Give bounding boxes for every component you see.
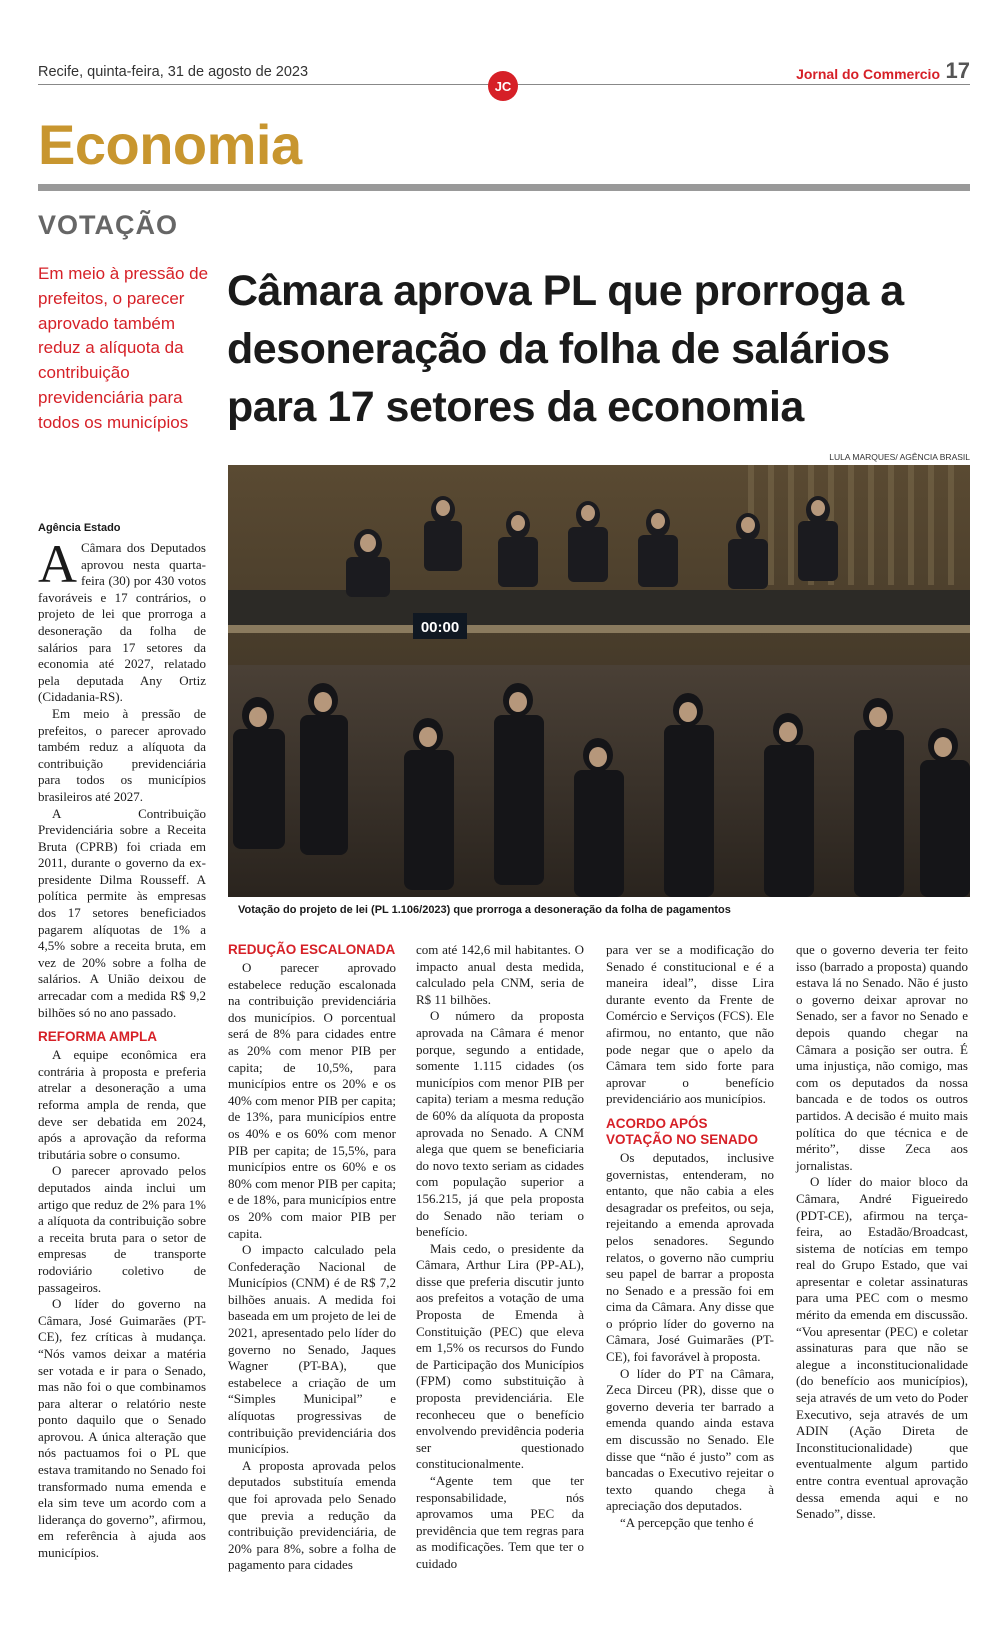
section-title: Economia xyxy=(38,113,302,176)
column-2 xyxy=(228,942,396,1574)
subhead: REFORMA AMPLA xyxy=(38,1029,157,1045)
page-number: 17 xyxy=(945,58,970,83)
plenary-photo-illustration xyxy=(228,465,970,897)
column-4 xyxy=(606,942,774,1532)
paragraph: A proposta aprovada pelos deputados substituía emenda que foi aprovada pelo Senado que previa a redução da contribuição previdenciária, de 20% para 8%, sobre a folha de pagamento para cidades xyxy=(228,1457,396,1573)
paragraph: O líder do maior bloco da Câmara, André Figueiredo (PDT-CE), afirmou na terça-feira, ao Estadão/Broadcast, sistema de notícias em tempo real do Grupo Estado, que vai apresentar e coletar assinaturas para uma PEC com o mesmo mérito da emenda em discussão. “Vou apresentar (PEC) e coletar assinaturas para que não se alegue a inconstitucionalidade (do benefício aos municípios), seja através de um veto do Poder Executivo, seja através de um ADIN (Ação Direta de Inconstitucionalidade) que eventualmente algum partido entre contra eventual aprovação dessa emenda aqui e no Senado”, disse. xyxy=(796,1174,968,1522)
kicker: VOTAÇÃO xyxy=(38,210,178,240)
paragraph: O parecer aprovado estabelece redução escalonada na contribuição previdenciária dos municípios. O porcentual será de 8% para cidades entre as 20% com menor PIB per capita; de 10,5%, para municípios entre os 20% e os 40% com menor PIB per capita; de 13%, para municípios entre os 40% e os 60% com menor PIB per capita; de 15,5%, para municípios entre os 60% e os 80% com menor PIB per capita; e de 18%, para municípios entre os 20% com maior PIB per capita. xyxy=(228,960,396,1241)
paragraph: “Agente tem que ter responsabilidade, nós aprovamos uma PEC da previdência que tem regras para as modificações. Tem que ter o cuidado xyxy=(416,1473,584,1571)
photo-clock: 00:00 xyxy=(420,619,460,636)
headline: Câmara aprova PL que prorroga a desoneração da folha de salários para 17 setores da economia xyxy=(227,267,904,431)
article-photo xyxy=(228,465,970,897)
paragraph: para ver se a modificação do Senado é constitucional e é a maneira ideal”, disse Lira durante evento da Frente de Comércio e Serviços (FCS). Ele afirmou, no entanto, que não pode negar que o apelo da Câmara tem sido forte para aprovar o benefício previdenciário aos municípios. xyxy=(606,942,774,1107)
paragraph: com até 142,6 mil habitantes. O impacto anual desta medida, calculado pela CNM, seria de R$ 11 bilhões. xyxy=(416,942,584,1007)
column-1 xyxy=(38,534,206,1562)
paragraph: Os deputados, inclusive governistas, entenderam, no entanto, que não cabia a eles desagradar os prefeitos, ou seja, rejeitando a emenda aprovada pelos senadores. Segundo relatos, o governo não cumpriu seu papel de barrar a proposta no Senado e a pressão foi em cima da Câmara. Any disse que o próprio líder do governo na Câmara, José Guimarães (PT-CE), foi favorável à proposta. xyxy=(606,1149,774,1365)
paragraph: “A percepção que tenho é xyxy=(620,1515,754,1530)
paragraph: Em meio à pressão de prefeitos, o parecer aprovado também reduz a alíquota da contribuição previdenciária para todos os municípios brasileiros até 2027. xyxy=(38,705,206,804)
subhead: REDUÇÃO ESCALONADA xyxy=(228,942,396,957)
paragraph: Mais cedo, o presidente da Câmara, Arthur Lira (PP-AL), disse que preferia discutir junto aos prefeitos a votação de uma Proposta de Emenda à Constituição (PEC) que eleva em 1,5% os recursos do Fundo de Participação dos Municípios (FPM) como substituição à proposta previdenciária. Ele reconheceu que o benefício envolvendo previdência poderia ser questionado constitucionalmente. xyxy=(416,1240,584,1472)
paragraph: A Contribuição Previdenciária sobre a Receita Bruta (CPRB) foi criada em 2011, durante o governo da ex-presidente Dilma Rousseff. A política permite às empresas dos 17 setores beneficiados pagarem alíquotas de 1% a 4,5% sobre a receita bruta, em vez de 20% sobre a folha de salários. A União deixou de arrecadar com a medida R$ 9,2 bilhões só no ano passado. xyxy=(38,805,206,1020)
subhead: ACORDO APÓS VOTAÇÃO NO SENADO xyxy=(606,1115,759,1147)
photo-credit: LULA MARQUES/ AGÊNCIA BRASIL xyxy=(829,452,970,462)
paragraph: O impacto calculado pela Confederação Nacional de Municípios (CNM) é de R$ 7,2 bilhões anuais. A medida foi baseada em um projeto de lei de 2021, apresentado pelo líder do governo no Senado, Jaques Wagner (PT-BA), que estabelece a criação de um “Simples Municipal” e alíquotas progressivas de contribuição previdenciária dos municípios. xyxy=(228,1242,396,1457)
paragraph: O parecer aprovado pelos deputados ainda inclui um artigo que reduz de 2% para 1% a alíquota da contribuição sobre a receita bruta para o setor de empresas de transporte rodoviário coletivo de passageiros. xyxy=(38,1163,206,1295)
paragraph: O líder do PT na Câmara, Zeca Dirceu (PR), disse que o governo deveria ter barrado a emenda quando ainda estava em discussão no Senado. Ele disse que “não é justo” com as bancadas o Executivo rejeitar o texto quando chega à apreciação dos deputados. xyxy=(606,1365,774,1514)
masthead[interactable]: Jornal do Commercio xyxy=(796,66,940,82)
column-3 xyxy=(416,942,584,1573)
photo-caption: Votação do projeto de lei (PL 1.106/2023) que prorroga a desoneração da folha de pagamentos xyxy=(238,904,731,916)
dateline: Recife, quinta-feira, 31 de agosto de 2023 xyxy=(38,64,309,80)
byline: Agência Estado xyxy=(38,522,121,534)
paragraph: A equipe econômica era contrária à proposta e preferia atrelar a desoneração a uma reforma ampla de renda, que deve ser debatida em 2024, após a aprovação da reforma tributária sobre o consumo. xyxy=(38,1047,206,1162)
jc-logo-icon: JC xyxy=(488,71,518,101)
paragraph: que o governo deveria ter feito isso (barrado a proposta) quando estava lá no Senado. Não é justo o governo deixar aprovar no Senado, ser a favor no Senado e depois quando chegar na Câmara a posição ser outra. É uma injustiça, não comigo, mas com os deputados da nossa bancada e de todos os outros partidos. A decisão é muito mais política do que técnica e de mérito”, disse Zeca aos jornalistas. xyxy=(796,942,968,1173)
column-5 xyxy=(796,942,968,1523)
dropcap: A xyxy=(38,534,77,594)
paragraph: A Câmara dos Deputados aprovou nesta quarta-feira (30) por 430 votos favoráveis e 17 contrários, o projeto de lei que prorroga a desoneração da folha de salários para 17 setores da economia até 2027, relatado pela deputada Any Ortiz (Cidadania-RS). xyxy=(38,534,206,705)
section-rule xyxy=(38,184,970,191)
paragraph: O número da proposta aprovada na Câmara é menor porque, segundo a entidade, somente 1.115 cidades (os municípios com menor PIB per capita) teriam a mesma redução de 60% da alíquota da proposta aprovada no Senado. A CNM alega que quem se beneficiaria do novo texto seriam as cidades com população superior a 156.215, já que pela proposta do Senado não teriam o benefício. xyxy=(416,1008,584,1240)
paragraph: O líder do governo na Câmara, José Guimarães (PT-CE), fez críticas à mudança. “Nós vamos deixar a matéria ser votada e ir para o Senado, mas não foi o que combinamos para alterar o relatório neste ponto daquilo que o Senado aprovou. A única alteração que nós pactuamos foi o PL que estava tramitando no Senado foi transformado numa emenda e ela sim teve um acordo com a liderança do governo”, afirmou, em referência à ajuda aos municípios. xyxy=(38,1296,206,1561)
dek: Em meio à pressão de prefeitos, o parecer aprovado também reduz a alíquota da contribuição previdenciária para todos os municípios xyxy=(38,264,209,432)
